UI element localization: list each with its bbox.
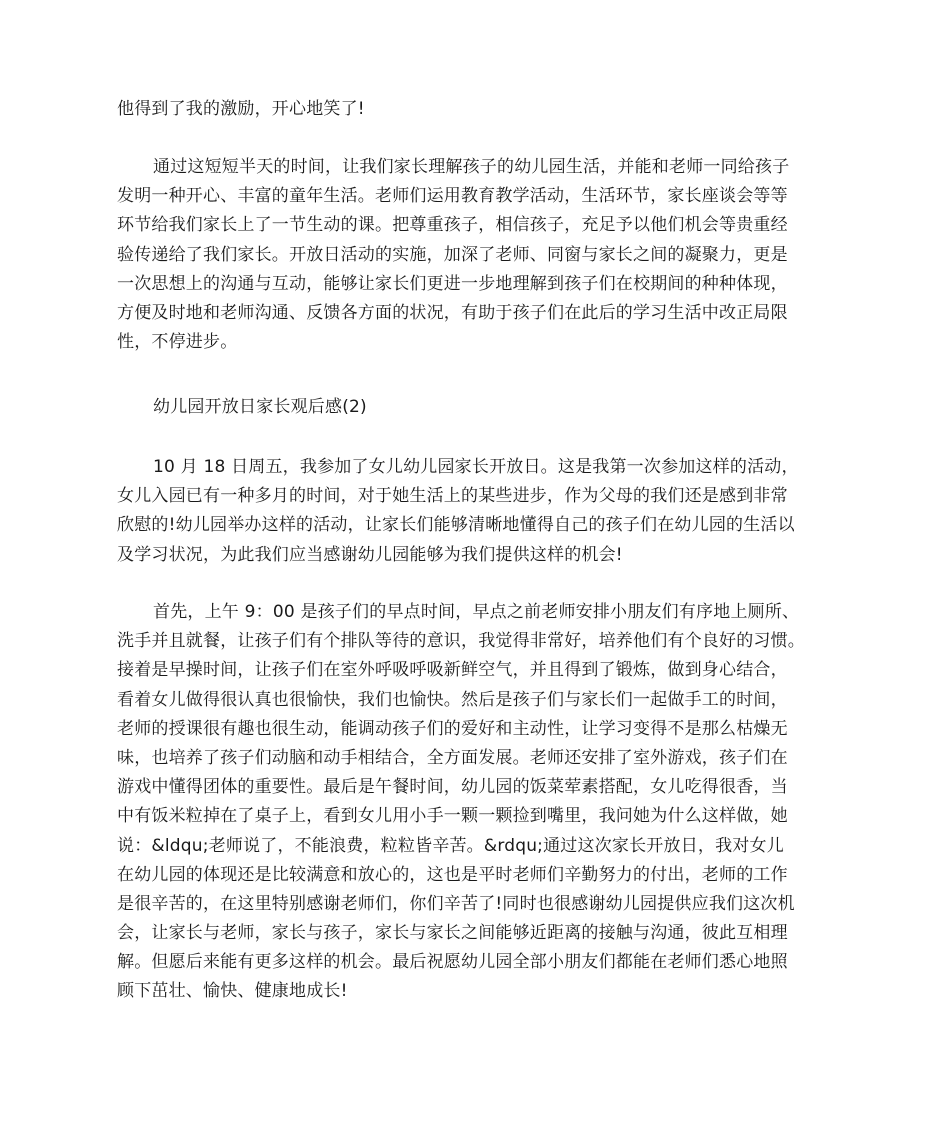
paragraph-line: 发明一种开心、丰富的童年生活。老师们运用教育教学活动，生活环节，家长座谈会等等: [117, 186, 788, 207]
paragraph-line: 味，也培养了孩子们动脑和动手相结合，全方面发展。老师还安排了室外游戏，孩子们在: [117, 747, 788, 768]
paragraph-line: 10 月 18 日周五，我参加了女儿幼儿园家长开放日。这是我第一次参加这样的活动，: [153, 457, 799, 477]
paragraph-line: 一次思想上的沟通与互动，能够让家长们更进一步地理解到孩子们在校期间的种种体现，: [117, 273, 788, 294]
heading-text: 幼儿园开放日家长观后感(2): [153, 397, 367, 417]
paragraph-line: 接着是早操时间，让孩子们在室外呼吸呼吸新鲜空气，并且得到了锻炼，做到身心结合，: [117, 660, 788, 681]
paragraph-line: 及学习状况，为此我们应当感谢幼儿园能够为我们提供这样的机会!: [117, 544, 623, 565]
paragraph-line: 他得到了我的激励，开心地笑了!: [117, 99, 365, 119]
paragraph-line: 首先，上午 9：00 是孩子们的早点时间，早点之前老师安排小朋友们有序地上厕所、: [153, 602, 800, 622]
paragraph-line: 老师的授课很有趣也很生动，能调动孩子们的爱好和主动性，让学习变得不是那么枯燥无: [117, 718, 788, 739]
paragraph-2: [117, 153, 839, 357]
paragraph-3: [117, 453, 839, 570]
paragraph-4: [117, 598, 839, 1007]
section-heading: [117, 393, 839, 422]
paragraph-line: 通过这短短半天的时间，让我们家长理解孩子的幼儿园生活，并能和老师一同给孩子: [153, 157, 790, 177]
paragraph-line: 方便及时地和老师沟通、反馈各方面的状况，有助于孩子们在此后的学习生活中改正局限: [117, 302, 788, 323]
paragraph-line: 是很辛苦的，在这里特别感谢老师们，你们辛苦了!同时也很感谢幼儿园提供应我们这次机: [117, 893, 795, 914]
paragraph-line: 解。但愿后来能有更多这样的机会。最后祝愿幼儿园全部小朋友们都能在老师们悉心地照: [117, 952, 788, 973]
paragraph-line: 性，不停进步。: [117, 332, 238, 353]
paragraph-1: [117, 95, 839, 124]
paragraph-line: 验传递给了我们家长。开放日活动的实施，加深了老师、同窗与家长之间的凝聚力，更是: [117, 244, 788, 265]
paragraph-line: 洗手并且就餐，让孩子们有个排队等待的意识，我觉得非常好，培养他们有个良好的习惯。: [117, 631, 805, 652]
paragraph-line: 说：&ldqu;老师说了，不能浪费，粒粒皆辛苦。&rdqu;通过这次家长开放日，我对女儿: [117, 835, 784, 856]
paragraph-line: 环节给我们家长上了一节生动的课。把尊重孩子，相信孩子，充足予以他们机会等贵重经: [117, 215, 788, 236]
paragraph-line: 看着女儿做得很认真也很愉快，我们也愉快。然后是孩子们与家长们一起做手工的时间，: [117, 689, 788, 710]
paragraph-line: 欣慰的!幼儿园举办这样的活动，让家长们能够清晰地懂得自己的孩子们在幼儿园的生活以: [117, 515, 795, 536]
paragraph-line: 女儿入园已有一种多月的时间，对于她生活上的某些进步，作为父母的我们还是感到非常: [117, 486, 788, 507]
paragraph-line: 中有饭米粒掉在了桌子上，看到女儿用小手一颗一颗捡到嘴里，我问她为什么这样做，她: [117, 806, 788, 827]
paragraph-line: 会，让家长与老师，家长与孩子，家长与家长之间能够近距离的接触与沟通，彼此互相理: [117, 923, 788, 944]
paragraph-line: 游戏中懂得团体的重要性。最后是午餐时间，幼儿园的饭菜荤素搭配，女儿吃得很香，当: [117, 777, 788, 798]
paragraph-line: 顾下茁壮、愉快、健康地成长!: [117, 981, 348, 1002]
paragraph-line: 在幼儿园的体现还是比较满意和放心的，这也是平时老师们辛勤努力的付出，老师的工作: [117, 864, 788, 885]
